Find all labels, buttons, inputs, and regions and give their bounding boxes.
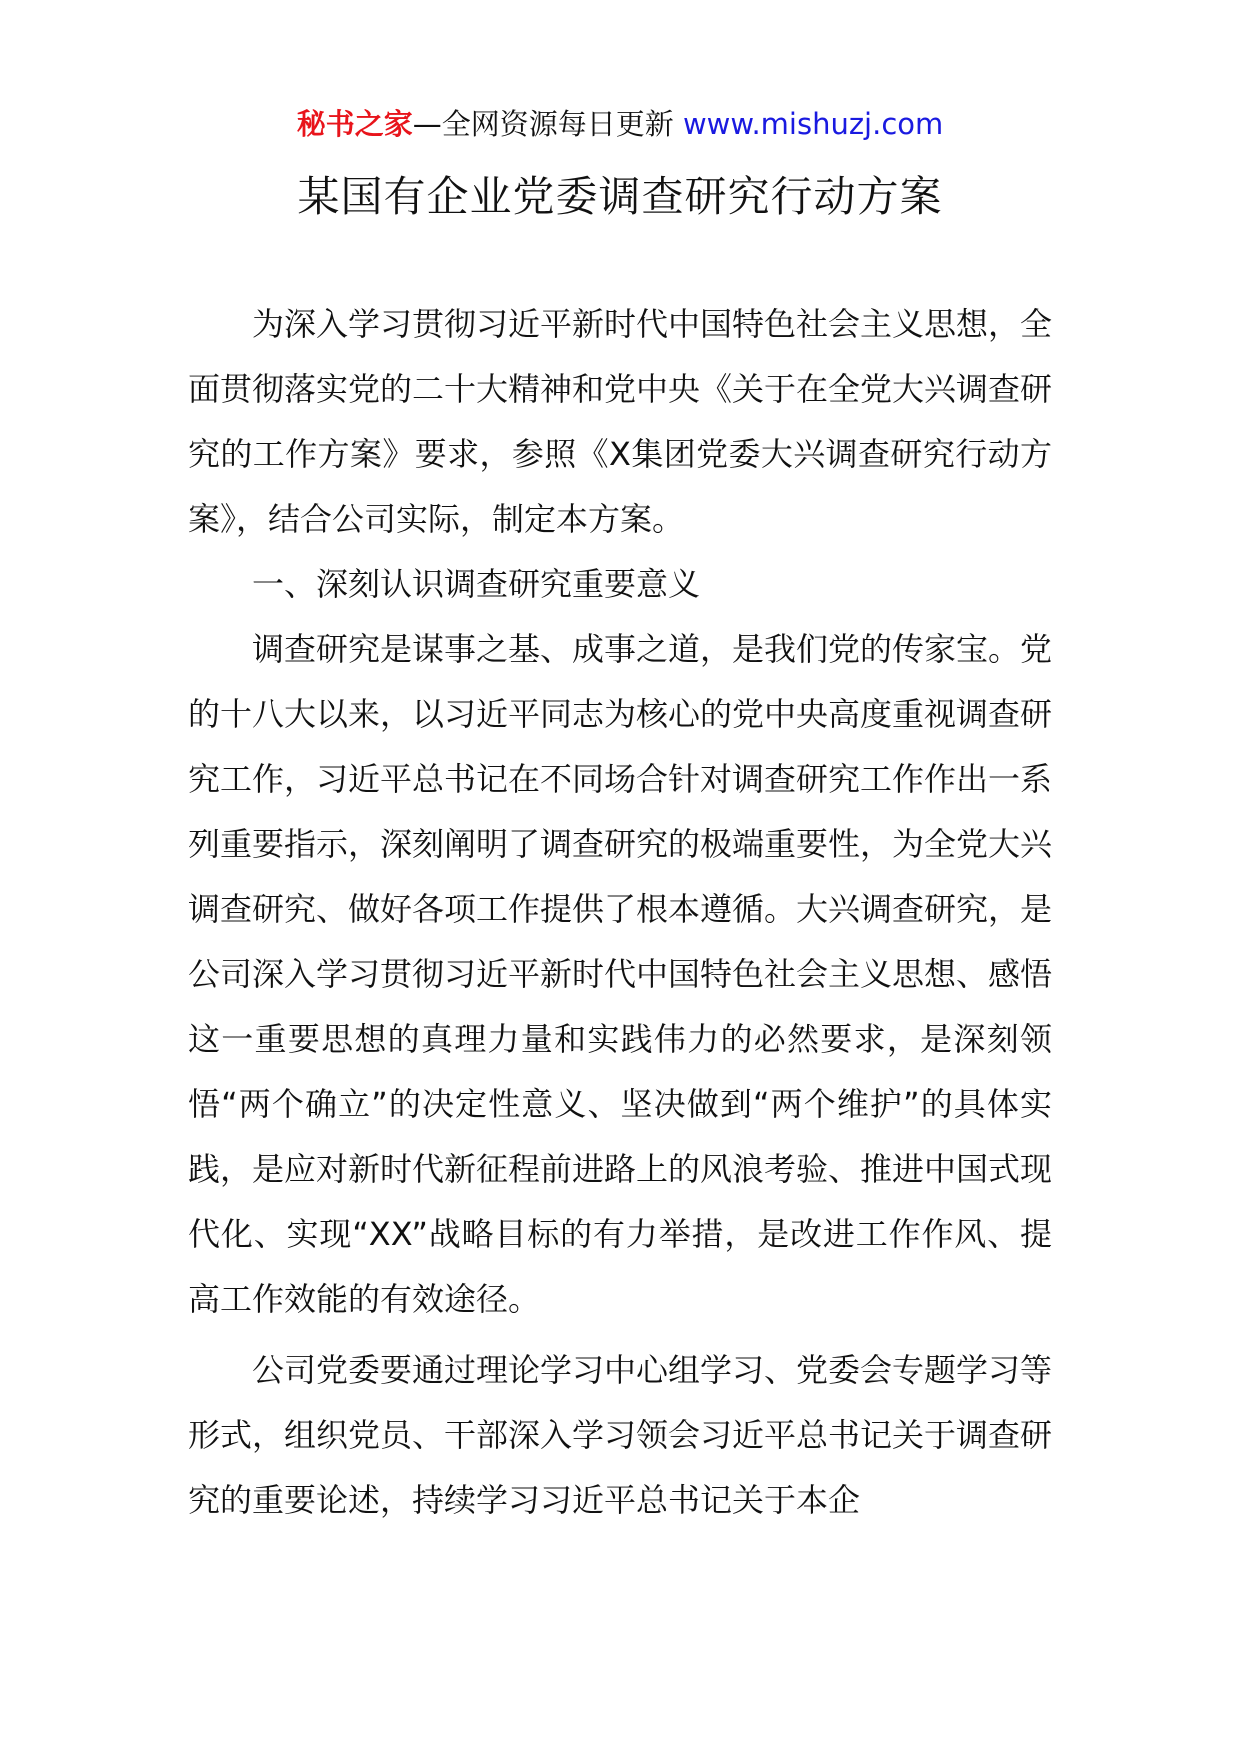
document-title: 某国有企业党委调查研究行动方案 [297, 172, 943, 221]
intro-paragraph: 为深入学习贯彻习近平新时代中国特色社会主义思想，全面贯彻落实党的二十大精神和党中央《关于在全党大兴调查研究的工作方案》要求，参照《X集团党委大兴调查研究行动方案》，结合公司实际，制定本方案。 [188, 305, 1053, 538]
banner-brand: 秘书之家 [296, 107, 413, 141]
source-banner [0, 104, 1240, 144]
body-paragraph: 公司党委要通过理论学习中心组学习、党委会专题学习等形式，组织党员、干部深入学习领会习近平总书记关于调查研究的重要论述，持续学习习近平总书记关于本企 [188, 1351, 1053, 1519]
body-paragraph: 调查研究是谋事之基、成事之道，是我们党的传家宝。党的十八大以来，以习近平同志为核心的党中央高度重视调查研究工作，习近平总书记在不同场合针对调查研究工作作出一系列重要指示，深刻阐明了调查研究的极端重要性，为全党大兴调查研究、做好各项工作提供了根本遵循。大兴调查研究，是公司深入学习贯彻习近平新时代中国特色社会主义思想、感悟这一重要思想的真理力量和实践伟力的必然要求，是深刻领悟“两个确立”的决定性意义、坚决做到“两个维护”的具体实践，是应对新时代新征程前进路上的风浪考验、推进中国式现代化、实现“XX”战略目标的有力举措，是改进工作作风、提高工作效能的有效途径。 [188, 630, 1053, 1318]
document-body [188, 292, 1052, 1533]
banner-url-link[interactable]: www.mishuzj.com [682, 107, 944, 141]
banner-tagline: —全网资源每日更新 [412, 107, 674, 141]
section-heading: 一、深刻认识调查研究重要意义 [252, 565, 701, 603]
